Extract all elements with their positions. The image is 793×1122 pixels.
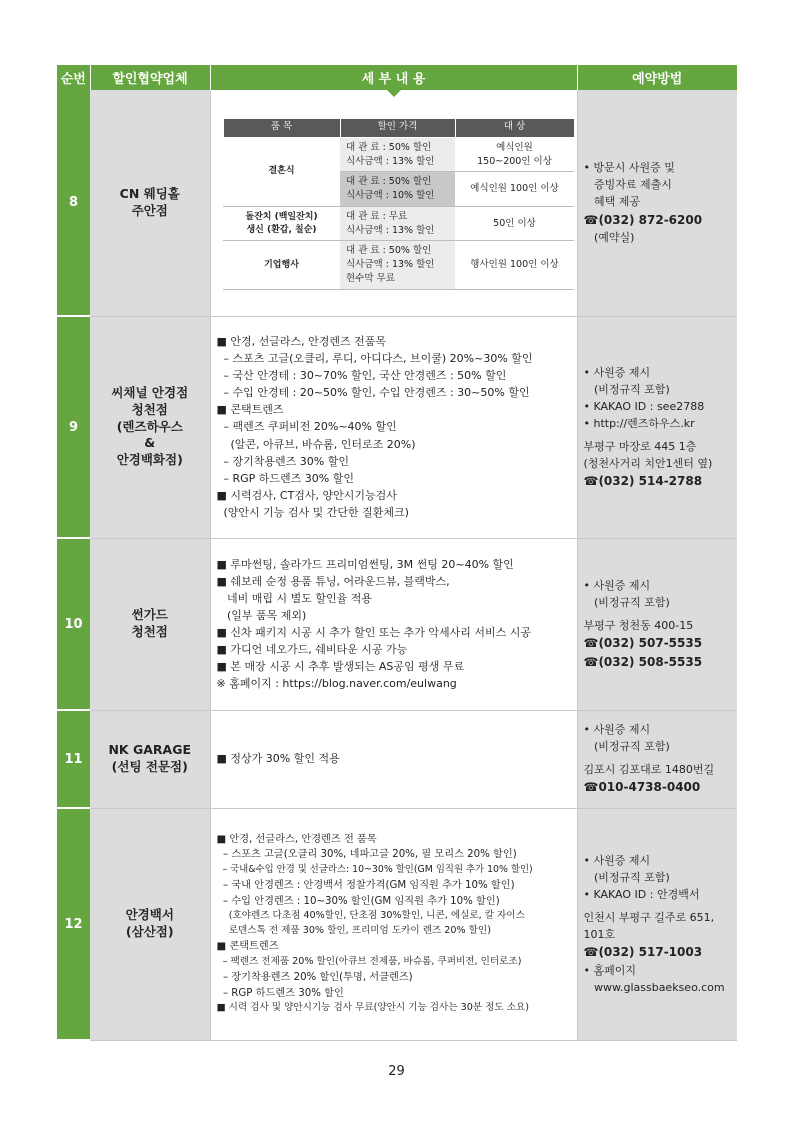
detail-line: – 국내 안경렌즈 : 안경백서 정찰가격(GM 임직원 추가 10% 할인) <box>216 879 515 891</box>
company-name <box>90 808 210 1040</box>
row-number: 11 <box>57 710 90 808</box>
detail-line: ■ 신차 패키지 시공 시 추가 할인 또는 추가 악세사리 서비스 시공 <box>216 626 532 639</box>
detail-line: (알콘, 아큐브, 바슈롬, 인터로조 20%) <box>216 437 416 451</box>
detail-line: ■ 쉐보레 순정 용품 튜닝, 어라운드뷰, 블랙박스, <box>216 574 450 588</box>
header-detail-label: 세 부 내 용 <box>361 72 426 87</box>
phone-number: ☎010-4738-0400 <box>583 780 701 795</box>
detail-line: – RGP 하드렌즈 30% 할인 <box>216 987 344 999</box>
reservation-line: • 홈페이지 <box>583 963 636 977</box>
detail-line: (양안시 기능 검사 및 간단한 질환체크) <box>216 505 409 519</box>
reservation-line: • KAKAO ID : see2788 <box>583 399 705 413</box>
inner-header-price: 할인 가격 <box>340 118 455 137</box>
table-row <box>57 710 737 808</box>
detail-line: – 국산 안경테 : 30~70% 할인, 국산 안경렌즈 : 50% 할인 <box>216 369 507 383</box>
reservation-line: 김포시 김포대로 1480번길 <box>583 763 715 777</box>
detail-cell <box>210 808 577 1040</box>
reservation-cell <box>577 808 737 1040</box>
reservation-cell <box>577 538 737 710</box>
inner-header-target: 대 상 <box>455 118 574 137</box>
reservation-cell <box>577 316 737 538</box>
detail-line: – 장기착용렌즈 30% 할인 <box>216 454 349 468</box>
detail-line: ■ 안경, 선글라스, 안경렌즈 전 품목 <box>216 833 377 845</box>
inner-price: 대 관 료 : 무료 식사금액 : 13% 할인 <box>340 206 455 241</box>
detail-line: ■ 안경, 선글라스, 안경렌즈 전품목 <box>216 335 387 349</box>
detail-line: ※ 홈페이지 : https://blog.naver.com/eulwang <box>216 677 457 691</box>
row-number: 10 <box>57 538 90 710</box>
header-arrow-icon <box>386 89 402 97</box>
reservation-line: • KAKAO ID : 안경백서 <box>583 888 700 902</box>
reservation-line: 인천시 부평구 길주로 651, <box>583 911 715 925</box>
detail-line: ■ 콘택트렌즈 <box>216 941 279 953</box>
detail-line: 네비 매립 시 별도 할인율 적용 <box>216 591 372 605</box>
phone-number: ☎(032) 507-5535 <box>583 635 703 650</box>
detail-cell <box>210 538 577 710</box>
reservation-cell <box>577 710 737 808</box>
reservation-line: (비정규직 포함) <box>583 740 670 754</box>
detail-line: – 수입 안경렌즈 : 10~30% 할인(GM 임직원 추가 10% 할인) <box>216 895 500 907</box>
reservation-line: 혜택 제공 <box>583 195 640 209</box>
inner-header-item: 품 목 <box>223 118 340 137</box>
reservation-line: • 사원증 제시 <box>583 854 651 868</box>
inner-target: 50인 이상 <box>455 206 574 241</box>
phone-number: ☎(032) 514-2788 <box>583 473 703 488</box>
detail-line: – 팩렌즈 쿠퍼비전 20%~40% 할인 <box>216 420 397 434</box>
detail-line: (호야렌즈 다초점 40%할인, 단초점 30%할인, 니콘, 에실로, 칼 자이스 <box>216 910 525 922</box>
detail-line: – 장기착용렌즈 20% 할인(투명, 서클렌즈) <box>216 971 413 983</box>
detail-line: ■ 루마썬팅, 솔라가드 프리미엄썬팅, 3M 썬팅 20~40% 할인 <box>216 557 514 571</box>
detail-cell <box>210 316 577 538</box>
reservation-line: • 사원증 제시 <box>583 578 651 592</box>
phone-number: ☎(032) 508-5535 <box>583 654 703 669</box>
reservation-cell <box>577 90 737 316</box>
detail-line: (일부 품목 제외) <box>216 608 307 622</box>
phone-number: ☎(032) 872-6200 <box>583 212 703 227</box>
reservation-line: • 사원증 제시 <box>583 365 651 379</box>
reservation-line: • http://렌즈하우스.kr <box>583 416 695 430</box>
reservation-line: (비정규직 포함) <box>583 595 670 609</box>
company-name <box>90 538 210 710</box>
header-reservation: 예약방법 <box>577 65 737 90</box>
company-name <box>90 90 210 316</box>
inner-price: 대 관 료 : 50% 할인 식사금액 : 10% 할인 <box>340 172 455 207</box>
detail-cell <box>210 710 577 808</box>
company-name <box>90 710 210 808</box>
discount-partner-table <box>57 65 737 1041</box>
reservation-line: 101호 <box>583 928 616 942</box>
detail-line: ■ 시력 검사 및 양안시기능 검사 무료(양안시 기능 검사는 30분 정도 소요) <box>216 1002 530 1014</box>
detail-line: – 스포츠 고글(오클리, 루디, 아디다스, 브이쿨) 20%~30% 할인 <box>216 352 533 366</box>
detail-line: – 수입 안경테 : 20~50% 할인, 수입 안경렌즈 : 30~50% 할인 <box>216 386 530 400</box>
detail-line: – RGP 하드렌즈 30% 할인 <box>216 471 354 485</box>
company-name-text: 씨채널 안경점 청천점 (렌즈하우스 & 안경백화점) <box>111 384 189 468</box>
detail-line: ■ 콘택트렌즈 <box>216 403 284 417</box>
company-name-text: 썬가드 청천점 <box>131 607 168 639</box>
detail-line: – 스포츠 고글(오클리 30%, 네파고글 20%, 필 모리스 20% 할인) <box>216 849 517 861</box>
header-company: 할인협약업체 <box>90 65 210 90</box>
inner-item: 기업행사 <box>223 241 340 289</box>
reservation-line: (청천사거리 치안1센터 옆) <box>583 456 713 470</box>
reservation-line: • 방문시 사원증 및 <box>583 161 675 175</box>
reservation-line: (예약실) <box>583 231 635 245</box>
table-row <box>57 90 737 316</box>
reservation-line: 부평구 청천동 400-15 <box>583 618 694 632</box>
row-number: 12 <box>57 808 90 1040</box>
detail-line: 로덴스톡 전 제품 30% 할인, 프리미엄 도카이 렌즈 20% 할인) <box>216 925 491 937</box>
company-name <box>90 316 210 538</box>
page-number: 29 <box>388 1064 405 1079</box>
table-row <box>57 808 737 1040</box>
company-name-text: 안경백서 (삼산점) <box>125 907 174 939</box>
inner-item: 결혼식 <box>223 137 340 206</box>
company-name-text: CN 웨딩홀 주안점 <box>119 185 180 218</box>
reservation-line: (비정규직 포함) <box>583 871 670 885</box>
detail-line: ■ 정상가 30% 할인 적용 <box>216 752 340 766</box>
phone-number: ☎(032) 517-1003 <box>583 945 703 960</box>
header-detail <box>210 65 577 90</box>
detail-line: ■ 본 매장 시공 시 추후 발생되는 AS공임 평생 무료 <box>216 660 465 674</box>
inner-price: 대 관 료 : 50% 할인 식사금액 : 13% 할인 <box>340 137 455 172</box>
reservation-line: 증빙자료 제출시 <box>583 178 672 192</box>
row-number: 9 <box>57 316 90 538</box>
reservation-line: • 사원증 제시 <box>583 723 651 737</box>
detail-line: – 팩렌즈 전제품 20% 할인(아큐브 전제품, 바슈롬, 쿠퍼비전, 인터로조) <box>216 956 522 967</box>
wedding-price-table <box>223 118 575 290</box>
company-name-text: NK GARAGE (선팅 전문점) <box>108 742 192 774</box>
inner-target: 예식인원 100인 이상 <box>455 172 574 207</box>
detail-line: ■ 시력검사, CT검사, 양안시기능검사 <box>216 488 397 502</box>
table-row <box>57 316 737 538</box>
detail-cell <box>210 90 577 316</box>
table-row <box>57 538 737 710</box>
row-number: 8 <box>57 90 90 316</box>
detail-line: – 국내&수입 안경 및 선글라스: 10~30% 할인(GM 임직원 추가 10% 할인) <box>216 864 533 876</box>
inner-target: 행사인원 100인 이상 <box>455 241 574 289</box>
inner-item: 돌잔치 (백일잔치) 생신 (환갑, 칠순) <box>223 206 340 241</box>
reservation-line: (비정규직 포함) <box>583 382 670 396</box>
inner-target: 예식인원 150~200인 이상 <box>455 137 574 172</box>
inner-price: 대 관 료 : 50% 할인 식사금액 : 13% 할인 현수막 무료 <box>340 241 455 289</box>
detail-line: ■ 가디언 네오가드, 쉐비타운 시공 가능 <box>216 643 408 657</box>
reservation-line: www.glassbaekseo.com <box>583 980 725 994</box>
header-num: 순번 <box>57 65 90 90</box>
reservation-line: 부평구 마장로 445 1층 <box>583 439 697 453</box>
